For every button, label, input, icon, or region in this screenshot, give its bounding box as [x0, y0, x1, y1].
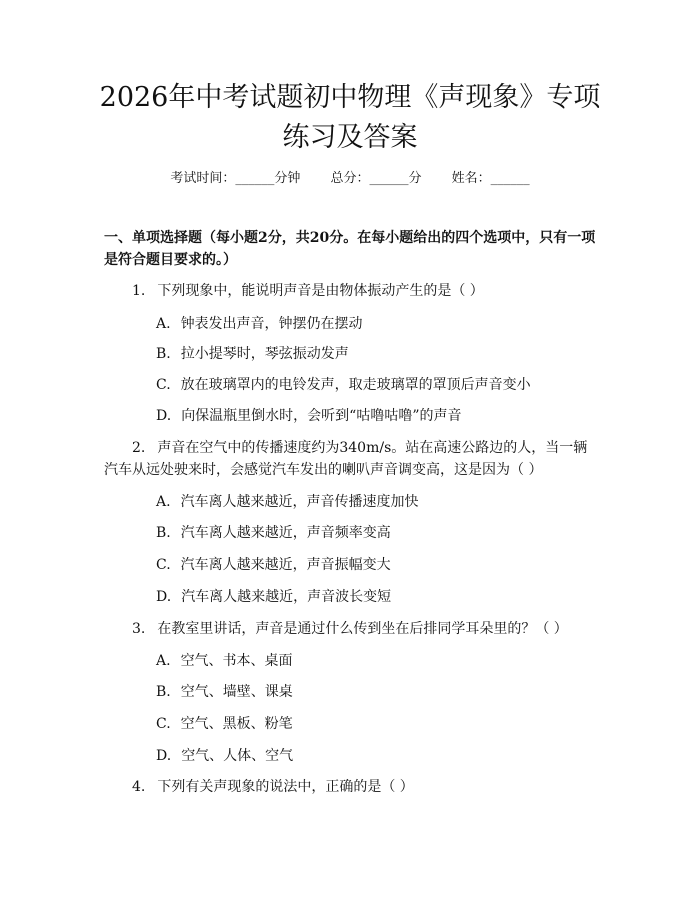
option-text: 空气、书本、桌面	[180, 653, 293, 669]
question-1	[104, 280, 599, 302]
option-text: 拉小提琴时，琴弦振动发声	[180, 346, 349, 362]
question-1-option-c	[156, 374, 596, 396]
question-number: 1.	[132, 283, 146, 299]
question-number: 3.	[132, 621, 146, 637]
question-text: 声音在空气中的传播速度约为340m/s。站在高速公路边的人，当一辆汽车从远处驶来时，会感觉汽车发出的喇叭声音调变高，这是因为（ ）	[104, 440, 588, 478]
question-2	[104, 437, 599, 481]
question-number: 2.	[132, 440, 146, 456]
option-letter: A.	[156, 316, 171, 332]
question-text: 下列现象中，能说明声音是由物体振动产生的是（ ）	[157, 283, 484, 299]
option-letter: D.	[156, 748, 172, 764]
question-number: 4.	[132, 779, 146, 795]
option-letter: B.	[156, 684, 171, 700]
option-text: 汽车离人越来越近，声音振幅变大	[180, 557, 391, 573]
student-name-field: 姓名：______	[451, 171, 530, 186]
question-3-option-c	[156, 713, 596, 735]
question-text: 下列有关声现象的说法中，正确的是（ ）	[157, 779, 414, 795]
total-score-field: 总分：______分	[330, 171, 422, 186]
option-text: 汽车离人越来越近，声音传播速度加快	[180, 494, 419, 510]
exam-info-line	[0, 170, 700, 188]
option-text: 汽车离人越来越近，声音波长变短	[181, 589, 392, 605]
question-1-option-a	[156, 313, 596, 335]
option-letter: B.	[156, 525, 171, 541]
question-2-option-a	[156, 491, 596, 513]
option-letter: C.	[156, 716, 171, 732]
question-text: 在教室里讲话，声音是通过什么传到坐在后排同学耳朵里的？（ ）	[157, 621, 568, 637]
question-3-option-d	[156, 745, 596, 767]
exam-time-field: 考试时间：______分钟	[170, 171, 301, 186]
question-4	[104, 776, 599, 798]
option-text: 钟表发出声音，钟摆仍在摆动	[180, 316, 363, 332]
question-2-option-c	[156, 554, 596, 576]
section-header-single-choice: 一、单项选择题（每小题2分，共20分。在每小题给出的四个选项中，只有一项是符合题目要求的。）	[104, 230, 596, 268]
option-letter: A.	[156, 494, 171, 510]
option-text: 空气、人体、空气	[181, 748, 294, 764]
option-letter: C.	[156, 377, 171, 393]
option-text: 向保温瓶里倒水时，会听到“咕噜咕噜”的声音	[181, 408, 462, 424]
question-1-option-d	[156, 405, 596, 427]
question-2-option-b	[156, 522, 596, 544]
question-3-option-a	[156, 650, 596, 672]
question-2-option-d	[156, 586, 596, 608]
option-letter: D.	[156, 589, 172, 605]
option-text: 放在玻璃罩内的电铃发声，取走玻璃罩的罩顶后声音变小	[180, 377, 531, 393]
option-text: 汽车离人越来越近，声音频率变高	[180, 525, 391, 541]
option-letter: A.	[156, 653, 171, 669]
question-3	[104, 618, 599, 640]
question-1-option-b	[156, 343, 596, 365]
option-letter: C.	[156, 557, 171, 573]
document-title: 2026年中考试题初中物理《声现象》专项练习及答案	[99, 82, 601, 153]
option-letter: D.	[156, 408, 172, 424]
option-text: 空气、黑板、粉笔	[180, 716, 293, 732]
question-3-option-b	[156, 681, 596, 703]
option-text: 空气、墙壁、课桌	[180, 684, 293, 700]
option-letter: B.	[156, 346, 171, 362]
